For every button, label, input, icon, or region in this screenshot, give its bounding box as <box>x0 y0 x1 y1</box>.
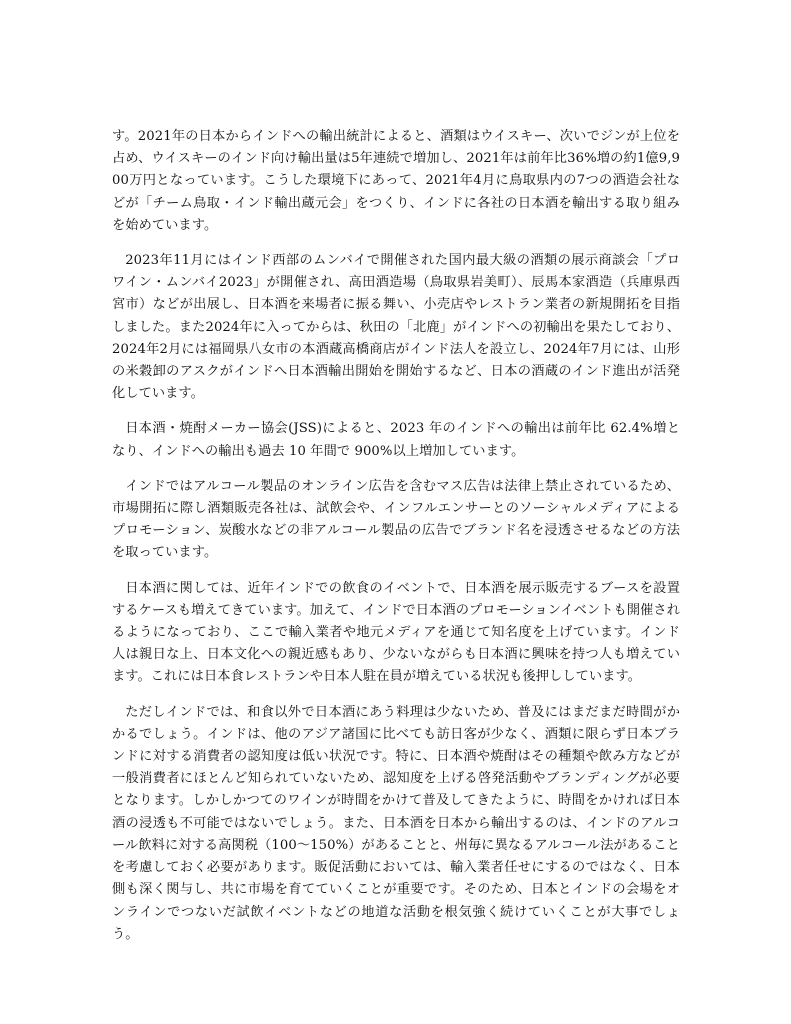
paragraph-export-statistics: す。2021年の日本からインドへの輸出統計によると、酒類はウイスキー、次いでジンが上位を占め、ウイスキーのインド向け輸出量は5年連続で増加し、2021年は前年比36%増の約1億9,900万円となっています。こうした環境下にあって、2021年4月に鳥取県内の7つの酒造会社などが「チーム鳥取・インド輸出蔵元会」をつくり、インドに各社の日本酒を輸出する取り組みを始めています。 <box>112 129 680 233</box>
paragraph-market-challenges: ただしインドでは、和食以外で日本酒にあう料理は少ないため、普及にはまだまだ時間がかかるでしょう。インドは、他のアジア諸国に比べても訪日客が少なく、酒類に限らず日本ブランドに対する消費者の認知度は低い状況です。特に、日本酒や焼酎はその種類や飲み方などが一般消費者にほとんど知られていないため、認知度を上げる啓発活動やブランディングが必要となります。しかしかつてのワインが時間をかけて普及してきたように、時間をかければ日本酒の浸透も不可能ではないでしょう。また、日本酒を日本から輸出するのは、インドのアルコール飲料に対する高関税（100～150%）があることと、州毎に異なるアルコール法があることを考慮しておく必要があります。販促活動においては、輸入業者任せにするのではなく、日本側も深く関与し、共に市場を育てていくことが重要です。そのため、日本とインドの会場をオンラインでつないだ試飲イベントなどの地道な活動を根気強く続けていくことが大事でしょう。 <box>112 704 680 942</box>
document-body <box>112 126 680 946</box>
paragraph-sake-events: 日本酒に関しては、近年インドでの飲食のイベントで、日本酒を展示販売するブースを設置するケースも増えてきています。加えて、インドで日本酒のプロモーションイベントも開催されるようになっており、ここで輸入業者や地元メディアを通じて知名度を上げています。インド人は親日な上、日本文化への親近感もあり、少ないながらも日本酒に興味を持つ人も増えています。これには日本食レストランや日本人駐在員が増えている状況も後押ししています。 <box>112 580 680 685</box>
paragraph-prowine-mumbai: 2023年11月にはインド西部のムンバイで開催された国内最大級の酒類の展示商談会「プロワイン・ムンバイ2023」が開催され、高田酒造場（鳥取県岩美町）、辰馬本家酒造（兵庫県西宮市）などが出展し、日本酒を来場者に振る舞い、小売店やレストラン業者の新規開拓を目指しました。また2024年に入ってからは、秋田の「北鹿」がインドへの初輸出を果たしており、2024年2月には福岡県八女市の本酒蔵高橋商店がインド法人を設立し、2024年7月には、山形の米穀卸のアスクがインドへ日本酒輸出開始を開始するなど、日本の酒蔵のインド進出が活発化しています。 <box>112 253 680 402</box>
paragraph-advertising-restrictions: インドではアルコール製品のオンライン広告を含むマス広告は法律上禁止されているため、市場開拓に際し酒類販売各社は、試飲会や、インフルエンサーとのソーシャルメディアによるプロモーション、炭酸水などの非アルコール製品の広告でブランド名を浸透させるなどの方法を取っています。 <box>112 478 680 561</box>
paragraph-jss-export-growth: 日本酒・焼酎メーカー協会(JSS)によると、2023 年のインドへの輸出は前年比 62.4%増となり、インドへの輸出も過去 10 年間で 900%以上増加しています。 <box>112 421 680 459</box>
